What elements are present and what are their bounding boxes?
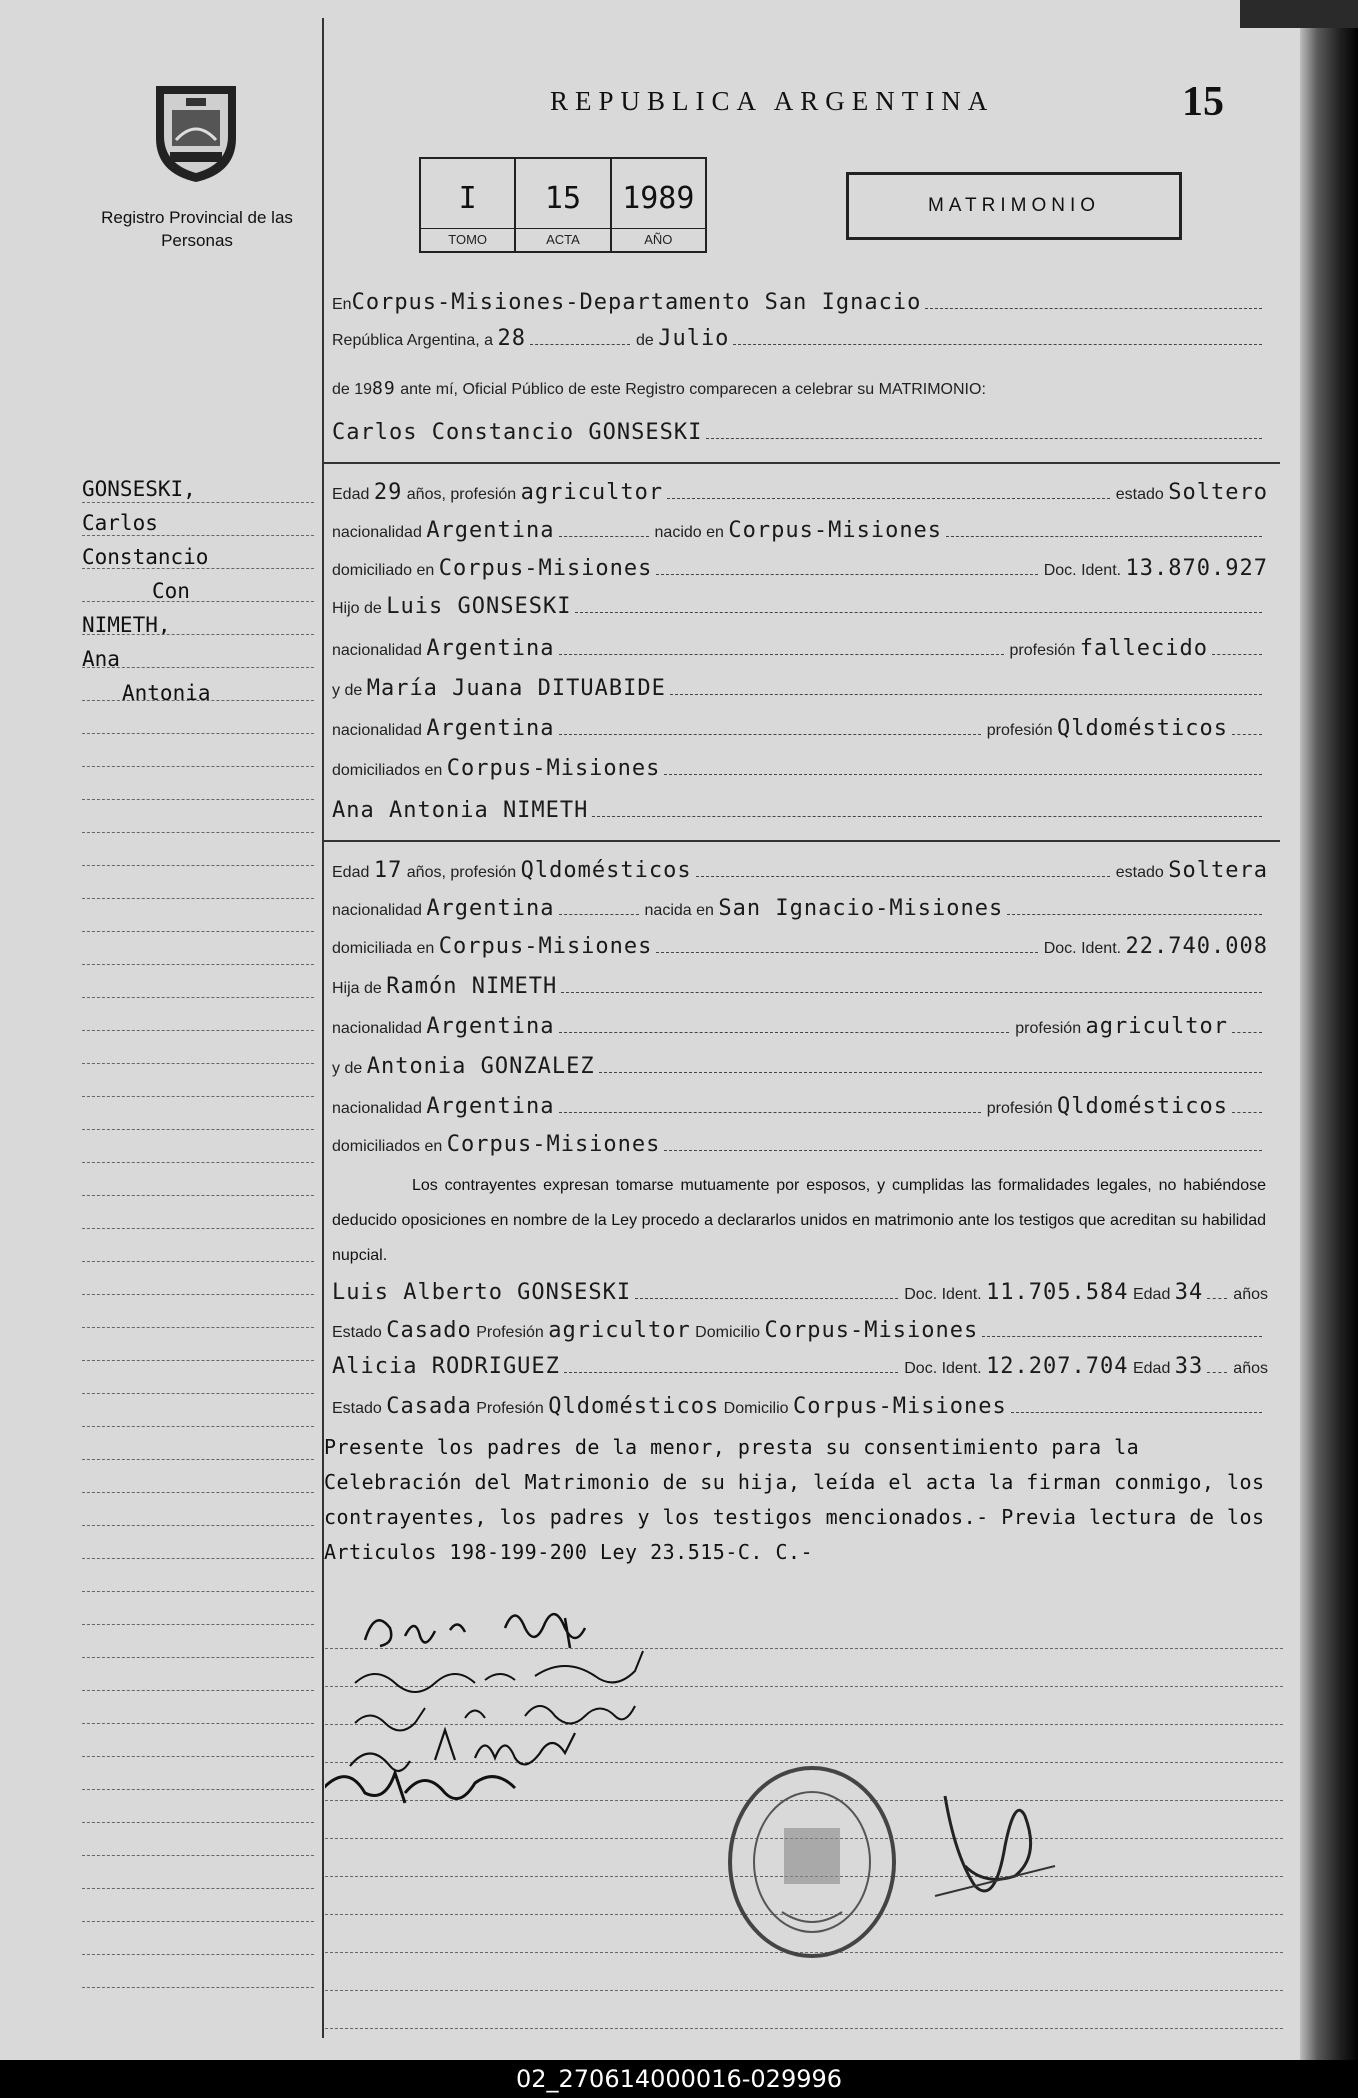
margin-name-line: Carlos (82, 511, 158, 535)
margin-ruled-line (82, 1855, 314, 1856)
margin-ruled-line (82, 1822, 314, 1823)
bride-mother-line: y de Antonia GONZALEZ (332, 1054, 1268, 1079)
margin-ruled-line (82, 964, 314, 965)
groom-parents-domicile-line: domiciliados en Corpus-Misiones (332, 756, 1268, 781)
witness-1-details-line: Estado Casado Profesión agricultor Domicilio Corpus-Misiones (332, 1318, 1268, 1343)
day-value: 28 (497, 326, 526, 351)
bride-name-line (332, 798, 1268, 823)
margin-name-line: Constancio (82, 545, 209, 569)
margin-ruled-line (82, 1261, 314, 1262)
witness-1-doc: 11.705.584 (986, 1280, 1129, 1305)
margin-ruled-line (82, 1492, 314, 1493)
margin-ruled-line (82, 1723, 314, 1724)
bride-father-line: Hija de Ramón NIMETH (332, 974, 1268, 999)
groom-birthplace: Corpus-Misiones (728, 518, 943, 543)
signature-ruled-line (325, 1990, 1283, 1991)
groom-mother-profession: Qldomésticos (1057, 716, 1228, 741)
margin-ruled-line (82, 1294, 314, 1295)
footer-id: 02_270614000016-029996 (0, 2060, 1358, 2098)
bride-status: Soltera (1168, 858, 1268, 883)
bride-birthplace: San Ignacio-Misiones (718, 896, 1004, 921)
witness-1-status: Casado (386, 1318, 472, 1343)
bride-father-nat-line: nacionalidad Argentina profesión agricultor (332, 1014, 1268, 1039)
margin-ruled-line (82, 766, 314, 767)
margin-ruled-line (82, 1228, 314, 1229)
declaration-text: Los contrayentes expresan tomarse mutuamente por esposos, y cumplidas las formalidades legales, no habiéndose deducido oposiciones en nombre de la Ley procedo a declararlos unidos en matrimonio ante los testigos que acreditan su habilidad nupcial. (332, 1177, 1266, 1264)
witness-2-profession: Qldomésticos (548, 1394, 720, 1419)
margin-ruled-line (82, 865, 314, 866)
margin-ruled-line (82, 1591, 314, 1592)
section-rule (324, 462, 1280, 464)
bride-father-profession: agricultor (1085, 1014, 1228, 1039)
year-value: 89 (372, 378, 396, 399)
groom-nationality: Argentina (426, 518, 555, 543)
bride-father-nationality: Argentina (426, 1014, 555, 1039)
margin-ruled-line (82, 931, 314, 932)
notes-text: Presente los padres de la menor, presta su consentimiento para la Celebración del Matrimonio de su hija, leída el acta la firman conmigo, los contrayentes, los padres y los testigos mencionados.- Previa lectura de los Articulos 198-199-200 Ley 23.515-C. C.- (324, 1435, 1265, 1564)
margin-ruled-line (82, 568, 314, 569)
groom-father-nationality: Argentina (426, 636, 555, 661)
witness-1-name: Luis Alberto GONSESKI (332, 1280, 632, 1305)
margin-name-line: NIMETH, (82, 613, 171, 637)
margin-ruled-line (82, 1096, 314, 1097)
margin-ruled-line (82, 1030, 314, 1031)
groom-domicile: Corpus-Misiones (438, 556, 653, 581)
witness-1-age: 34 (1174, 1280, 1204, 1305)
margin-ruled-line (82, 733, 314, 734)
margin-name-line: Con (152, 579, 190, 603)
provincial-seal-icon (142, 78, 250, 186)
margin-ruled-line (82, 1756, 314, 1757)
bride-age-line: Edad 17 años, profesión Qldomésticos estado Soltera (332, 858, 1268, 883)
bride-mother: Antonia GONZALEZ (366, 1054, 595, 1079)
margin-ruled-line (82, 1525, 314, 1526)
acta-cell (516, 159, 611, 251)
margin-ruled-line (82, 1459, 314, 1460)
margin-ruled-line (82, 601, 314, 602)
groom-doc: 13.870.927 (1125, 556, 1268, 581)
tomo-cell (421, 159, 516, 251)
margin-ruled-line (82, 1393, 314, 1394)
groom-father-line: Hijo de Luis GONSESKI (332, 594, 1268, 619)
tomo-value: I (458, 181, 477, 216)
witness-2-age: 33 (1174, 1354, 1204, 1379)
groom-name-line (332, 420, 1268, 445)
delegate-signature-image (905, 1776, 1095, 1926)
margin-ruled-line (82, 1690, 314, 1691)
bride-father: Ramón NIMETH (386, 974, 558, 999)
groom-age-line: Edad 29 años, profesión agricultor estado Soltero (332, 480, 1268, 505)
anio-value: 1989 (622, 181, 695, 216)
record-type-box: MATRIMONIO (846, 172, 1182, 240)
registry-name: Registro Provincial de las Personas (101, 208, 293, 250)
book-corner (1240, 0, 1358, 28)
bride-name: Ana Antonia NIMETH (332, 798, 589, 823)
groom-mother-line: y de María Juana DITUABIDE (332, 676, 1268, 701)
witness-1-profession: agricultor (548, 1318, 691, 1343)
margin-name-line: Ana (82, 647, 120, 671)
groom-domicile-line: domiciliado en Corpus-Misiones Doc. Ident. 13.870.927 (332, 556, 1268, 581)
acta-value: 15 (544, 181, 582, 216)
bride-nationality: Argentina (426, 896, 555, 921)
groom-mother-nationality: Argentina (426, 716, 555, 741)
bride-mother-nat-line: nacionalidad Argentina profesión Qldomésticos (332, 1094, 1268, 1119)
margin-ruled-line (82, 1327, 314, 1328)
section-rule (324, 840, 1280, 842)
bride-doc: 22.740.008 (1125, 934, 1268, 959)
bride-age: 17 (373, 858, 403, 883)
witness-2-doc: 12.207.704 (986, 1354, 1129, 1379)
bride-domicile-line: domiciliada en Corpus-Misiones Doc. Ident. 22.740.008 (332, 934, 1268, 959)
groom-father-nat-line: nacionalidad Argentina profesión fallecido (332, 636, 1268, 661)
witness-2-domicile: Corpus-Misiones (793, 1394, 1007, 1419)
margin-ruled-line (82, 1162, 314, 1163)
anio-label: AÑO (612, 228, 705, 251)
witness-2-details-line: Estado Casada Profesión Qldomésticos Domicilio Corpus-Misiones (332, 1394, 1268, 1419)
book-edge (1300, 0, 1358, 2060)
groom-mother-nat-line: nacionalidad Argentina profesión Qldomésticos (332, 716, 1268, 741)
official-stamp-image (722, 1762, 902, 1962)
signature-ruled-line (325, 2028, 1283, 2029)
witness-1-line: Luis Alberto GONSESKI Doc. Ident. 11.705.584 Edad 34 años (332, 1280, 1268, 1305)
margin-ruled-line (82, 1954, 314, 1955)
page-number: 15 (1182, 79, 1224, 125)
place-line: En Corpus-Misiones-Departamento San Ignacio (332, 290, 1268, 315)
margin-name-line: Antonia (122, 681, 211, 705)
year-line: de 19 89 ante mí, Oficial Público de este Registro comparecen a celebrar su MATRIMONIO: (332, 378, 986, 399)
acta-label: ACTA (516, 228, 609, 251)
margin-ruled-line (82, 1987, 314, 1988)
margin-ruled-line (82, 502, 314, 503)
anio-cell (612, 159, 705, 251)
margin-ruled-line (82, 1921, 314, 1922)
groom-age: 29 (373, 480, 403, 505)
groom-father: Luis GONSESKI (386, 594, 572, 619)
margin-ruled-line (82, 1195, 314, 1196)
margin-ruled-line (82, 799, 314, 800)
groom-status: Soltero (1168, 480, 1268, 505)
tomo-label: TOMO (421, 228, 514, 251)
country-title: REPUBLICA ARGENTINA (550, 86, 995, 116)
margin-ruled-line (82, 535, 314, 536)
margin-ruled-line (82, 1624, 314, 1625)
bride-mother-profession: Qldomésticos (1057, 1094, 1228, 1119)
margin-ruled-line (82, 1558, 314, 1559)
margin-names (82, 472, 317, 710)
margin-ruled-line (82, 1888, 314, 1889)
groom-father-profession: fallecido (1079, 636, 1208, 661)
bride-mother-nationality: Argentina (426, 1094, 555, 1119)
margin-ruled-line (82, 1129, 314, 1130)
bride-profession: Qldomésticos (520, 858, 692, 883)
margin-ruled-line (82, 667, 314, 668)
margin-ruled-line (82, 700, 314, 701)
margin-ruled-line (82, 634, 314, 635)
bride-parents-domicile: Corpus-Misiones (446, 1132, 661, 1157)
witness-2-status: Casada (386, 1394, 472, 1419)
bride-parents-domicile-line: domiciliados en Corpus-Misiones (332, 1132, 1268, 1157)
margin-ruled-line (82, 1063, 314, 1064)
date-line: República Argentina, a 28 de Julio (332, 326, 1268, 351)
witness-1-domicile: Corpus-Misiones (764, 1318, 979, 1343)
margin-divider (322, 18, 324, 2038)
margin-ruled-line (82, 1360, 314, 1361)
place-value: Corpus-Misiones-Departamento San Ignacio (351, 290, 922, 315)
record-number-box (419, 157, 707, 253)
groom-parents-domicile: Corpus-Misiones (446, 756, 661, 781)
margin-ruled-line (82, 832, 314, 833)
groom-name: Carlos Constancio GONSESKI (332, 420, 703, 445)
margin-ruled-line (82, 1426, 314, 1427)
margin-ruled-line (82, 997, 314, 998)
bride-domicile: Corpus-Misiones (438, 934, 653, 959)
groom-nationality-line: nacionalidad Argentina nacido en Corpus-Misiones (332, 518, 1268, 543)
margin-ruled-line (82, 1789, 314, 1790)
margin-name-line: GONSESKI, (82, 477, 196, 501)
witness-2-name: Alicia RODRIGUEZ (332, 1354, 560, 1379)
groom-mother: María Juana DITUABIDE (366, 676, 666, 701)
bride-nationality-line: nacionalidad Argentina nacida en San Ignacio-Misiones (332, 896, 1268, 921)
month-value: Julio (658, 326, 730, 351)
witness-2-line: Alicia RODRIGUEZ Doc. Ident. 12.207.704 Edad 33 años (332, 1354, 1268, 1379)
groom-profession: agricultor (520, 480, 664, 505)
margin-ruled-line (82, 1657, 314, 1658)
margin-ruled-line (82, 898, 314, 899)
